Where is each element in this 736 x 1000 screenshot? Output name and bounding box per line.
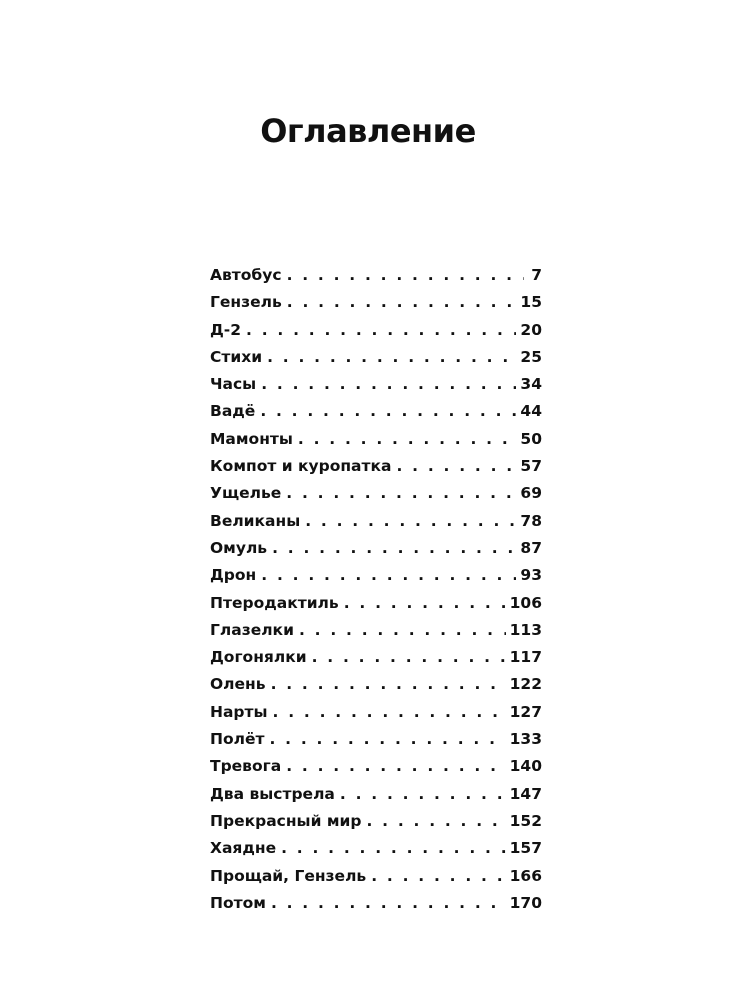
toc-page-number: 50: [520, 429, 542, 448]
toc-dot-leader: [371, 863, 505, 890]
toc-dot-leader: [298, 426, 517, 453]
page-title: Оглавление: [260, 112, 476, 150]
toc-page-number: 122: [509, 675, 542, 694]
toc-page-number: 133: [509, 730, 542, 749]
toc-entry: [210, 699, 542, 726]
toc-entry-title: Полёт: [210, 730, 265, 749]
toc-entry: [210, 562, 542, 589]
toc-entry-title: Автобус: [210, 266, 282, 284]
toc-dot-leader: [267, 344, 516, 371]
toc-entry: [210, 398, 542, 425]
toc-entry-title: Глазелки: [210, 620, 294, 639]
toc-entry-title: Гензель: [210, 293, 282, 312]
toc-page-number: 87: [520, 538, 542, 557]
toc-page-number: 15: [520, 293, 542, 312]
toc-entry: [210, 617, 542, 644]
toc-dot-leader: [340, 781, 506, 808]
toc-dot-leader: [286, 480, 516, 507]
table-of-contents: [210, 262, 542, 917]
toc-page-number: 34: [520, 375, 542, 394]
toc-entry-title: Стихи: [210, 347, 263, 366]
toc-page-number: 170: [509, 893, 542, 912]
toc-entry-title: Хаядне: [210, 839, 277, 858]
toc-page-number: 166: [509, 866, 542, 885]
toc-page-number: 157: [509, 839, 542, 858]
toc-entry-title: Часы: [210, 375, 257, 394]
toc-dot-leader: [246, 317, 516, 344]
toc-entry: [210, 781, 542, 808]
toc-page-number: 20: [520, 320, 542, 339]
toc-entry: [210, 835, 542, 862]
toc-dot-leader: [273, 699, 506, 726]
toc-entry: [210, 863, 542, 890]
toc-dot-leader: [396, 453, 516, 480]
toc-entry: [210, 262, 542, 289]
toc-dot-leader: [286, 753, 505, 780]
toc-entry: [210, 535, 542, 562]
toc-page-number: 117: [509, 648, 542, 667]
toc-dot-leader: [271, 671, 506, 698]
toc-entry-title: Мамонты: [210, 429, 293, 448]
toc-entry: [210, 726, 542, 753]
toc-dot-leader: [305, 508, 516, 535]
toc-page-number: 113: [509, 620, 542, 639]
toc-entry-title: Д-2: [210, 320, 242, 339]
toc-entry: [210, 317, 542, 344]
toc-page-number: 152: [509, 811, 542, 830]
toc-dot-leader: [261, 562, 516, 589]
toc-entry-title: Потом: [210, 893, 266, 912]
toc-entry-title: Омуль: [210, 538, 268, 557]
toc-entry: [210, 671, 542, 698]
toc-page-number: 57: [520, 457, 542, 476]
toc-entry-title: Дрон: [210, 566, 257, 585]
toc-entry-title: Нарты: [210, 702, 268, 721]
toc-dot-leader: [271, 890, 506, 917]
toc-page-number: 7: [531, 266, 542, 284]
toc-dot-leader: [281, 835, 506, 862]
toc-entry-title: Два выстрела: [210, 784, 335, 803]
toc-dot-leader: [366, 808, 505, 835]
toc-entry-title: Тревога: [210, 757, 282, 776]
toc-dot-leader: [299, 617, 506, 644]
toc-page-number: 69: [520, 484, 542, 503]
toc-entry-title: Компот и куропатка: [210, 457, 392, 476]
toc-page-number: 127: [509, 702, 542, 721]
toc-entry-title: Великаны: [210, 511, 301, 530]
toc-page-number: 147: [509, 784, 542, 803]
toc-entry: [210, 508, 542, 535]
toc-entry: [210, 644, 542, 671]
toc-dot-leader: [312, 644, 506, 671]
toc-entry: [210, 371, 542, 398]
toc-entry: [210, 480, 542, 507]
toc-entry: [210, 426, 542, 453]
toc-page-number: 140: [509, 757, 542, 776]
toc-entry-title: Ущелье: [210, 484, 282, 503]
toc-page-number: 78: [520, 511, 542, 530]
toc-entry: [210, 590, 542, 617]
toc-entry-title: Птеродактиль: [210, 593, 339, 612]
toc-page-number: 44: [520, 402, 542, 421]
toc-page-number: 106: [509, 593, 542, 612]
toc-entry-title: Догонялки: [210, 648, 307, 667]
toc-entry-title: Олень: [210, 675, 266, 694]
toc-entry: [210, 453, 542, 480]
toc-dot-leader: [260, 398, 516, 425]
toc-dot-leader: [261, 371, 516, 398]
toc-entry: [210, 289, 542, 316]
toc-entry-title: Прощай, Гензель: [210, 866, 367, 885]
toc-dot-leader: [272, 535, 516, 562]
toc-entry-title: Вадё: [210, 402, 256, 421]
toc-entry: [210, 753, 542, 780]
toc-page-number: 93: [520, 566, 542, 585]
toc-page-number: 25: [520, 347, 542, 366]
toc-entry: [210, 344, 542, 371]
toc-entry: [210, 890, 542, 917]
toc-dot-leader: [344, 590, 506, 617]
toc-entry: [210, 808, 542, 835]
toc-dot-leader: [287, 262, 524, 289]
toc-dot-leader: [287, 289, 517, 316]
toc-dot-leader: [269, 726, 505, 753]
toc-entry-title: Прекрасный мир: [210, 811, 362, 830]
